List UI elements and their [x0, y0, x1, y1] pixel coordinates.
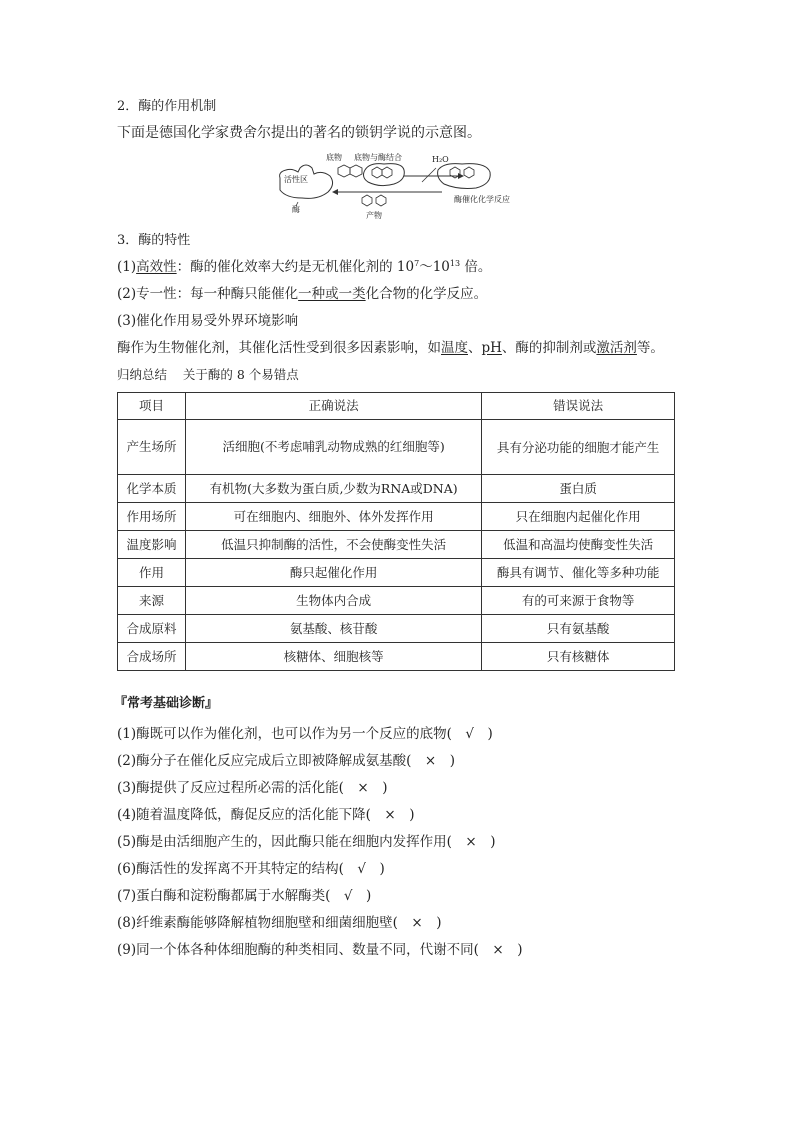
label-product: 产物 — [366, 211, 382, 220]
diagnosis-item: (6)酶活性的发挥离不开其特定的结构( √ ) — [117, 861, 385, 877]
cell-correct: 可在细胞内、细胞外、体外发挥作用 — [185, 503, 481, 531]
label-reaction: 酶催化化学反应 — [454, 195, 510, 204]
table-row — [118, 559, 675, 587]
cell-wrong: 只在细胞内起催化作用 — [482, 503, 675, 531]
enzyme-misconceptions-table — [117, 392, 675, 671]
diagnosis-item: (2)酶分子在催化反应完成后立即被降解成氨基酸( × ) — [117, 753, 455, 769]
label-active-site: 活性区 — [284, 175, 308, 184]
diagnosis-item: (3)酶提供了反应过程所必需的活化能( × ) — [117, 780, 388, 796]
label-enzyme: 酶 — [292, 205, 300, 214]
property-specificity: (2)专一性：每一种酶只能催化一种或一类化合物的化学反应。 — [117, 286, 488, 302]
diagnosis-item: (9)同一个体各种体细胞酶的种类相同、数量不同，代谢不同( × ) — [117, 942, 523, 958]
label-water: H₂O — [432, 155, 449, 164]
table-header-row — [118, 393, 675, 420]
mechanism-intro: 下面是德国化学家费舍尔提出的著名的锁钥学说的示意图。 — [117, 125, 481, 141]
cell-item: 来源 — [118, 587, 186, 615]
substrate-hexagon — [338, 165, 350, 177]
cell-correct: 氨基酸、核苷酸 — [185, 615, 481, 643]
diagnosis-item: (4)随着温度降低，酶促反应的活化能下降( × ) — [117, 807, 415, 823]
cell-wrong: 只有氨基酸 — [482, 615, 675, 643]
cell-item: 产生场所 — [118, 420, 186, 475]
section-heading-mechanism: 2．酶的作用机制 — [117, 99, 217, 114]
label-binding: 底物与酶结合 — [354, 153, 402, 162]
table-row — [118, 531, 675, 559]
table-row — [118, 475, 675, 503]
product-hexagon — [362, 195, 372, 206]
cell-wrong: 具有分泌功能的细胞才能产生 — [482, 420, 675, 475]
cell-wrong: 有的可来源于食物等 — [482, 587, 675, 615]
header-item: 项目 — [118, 393, 186, 420]
cell-wrong: 只有核糖体 — [482, 643, 675, 671]
cell-item: 作用 — [118, 559, 186, 587]
diagnosis-heading: 『常考基础诊断』 — [114, 696, 219, 711]
table-row — [118, 420, 675, 475]
cell-item: 化学本质 — [118, 475, 186, 503]
cell-item: 作用场所 — [118, 503, 186, 531]
diagnosis-item: (1)酶既可以作为催化剂，也可以作为另一个反应的底物( √ ) — [117, 726, 493, 742]
diagnosis-item: (7)蛋白酶和淀粉酶都属于水解酶类( √ ) — [117, 888, 372, 904]
cell-correct: 生物体内合成 — [185, 587, 481, 615]
cell-correct: 活细胞(不考虑哺乳动物成熟的红细胞等) — [185, 420, 481, 475]
cell-item: 温度影响 — [118, 531, 186, 559]
cell-item: 合成原料 — [118, 615, 186, 643]
property-environment: (3)催化作用易受外界环境影响 — [117, 313, 299, 329]
enzyme-substrate-complex — [364, 164, 405, 186]
cell-correct: 核糖体、细胞核等 — [185, 643, 481, 671]
diagnosis-item: (5)酶是由活细胞产生的，因此酶只能在细胞内发挥作用( × ) — [117, 834, 496, 850]
summary-title: 归纳总结 关于酶的 8 个易错点 — [117, 367, 299, 382]
table-row — [118, 615, 675, 643]
table-row — [118, 503, 675, 531]
lock-and-key-diagram — [272, 148, 522, 220]
section-heading-properties: 3．酶的特性 — [117, 233, 191, 248]
cell-item: 合成场所 — [118, 643, 186, 671]
label-substrate: 底物 — [326, 153, 342, 162]
cell-correct: 酶只起催化作用 — [185, 559, 481, 587]
cell-wrong: 酶具有调节、催化等多种功能 — [482, 559, 675, 587]
property-environment-detail: 酶作为生物催化剂，其催化活性受到很多因素影响，如温度、pH、酶的抑制剂或激活剂等。 — [117, 340, 664, 356]
table-row — [118, 643, 675, 671]
cell-correct: 低温只抑制酶的活性，不会使酶变性失活 — [185, 531, 481, 559]
cell-wrong: 蛋白质 — [482, 475, 675, 503]
cell-correct: 有机物(大多数为蛋白质,少数为RNA或DNA) — [185, 475, 481, 503]
header-correct: 正确说法 — [185, 393, 481, 420]
table-row — [118, 587, 675, 615]
diagnosis-item: (8)纤维素酶能够降解植物细胞壁和细菌细胞壁( × ) — [117, 915, 442, 931]
header-wrong: 错误说法 — [482, 393, 675, 420]
property-efficiency: (1)高效性：酶的催化效率大约是无机催化剂的 $10^7\sim 10^{13}$ 倍。 — [117, 259, 492, 275]
cell-wrong: 低温和高温均使酶变性失活 — [482, 531, 675, 559]
